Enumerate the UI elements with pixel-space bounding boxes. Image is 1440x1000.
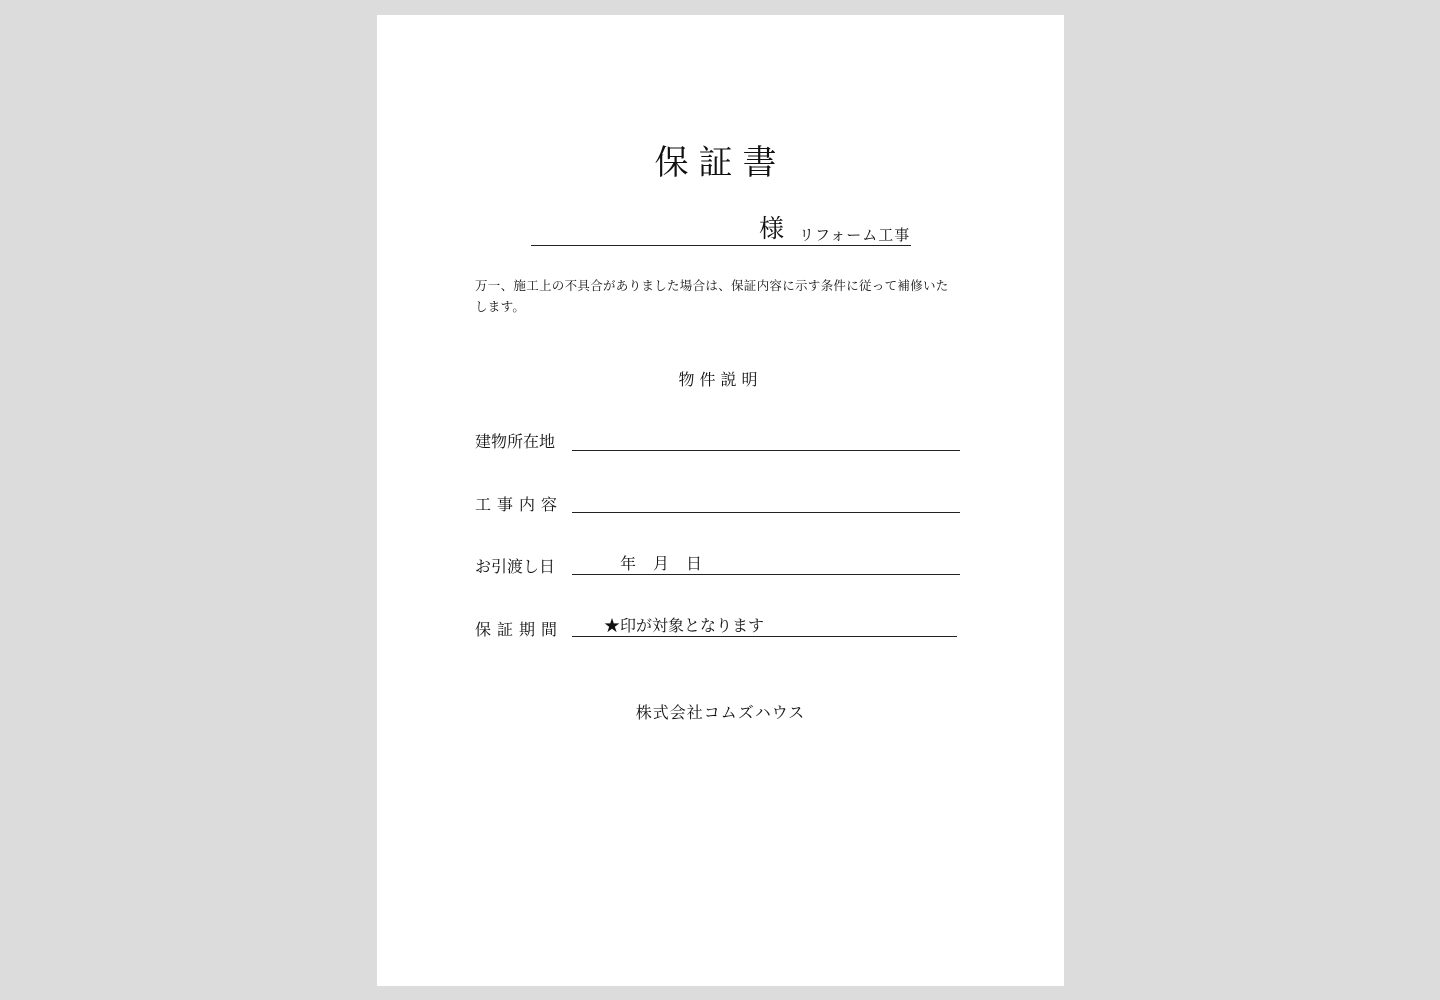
delivery-day-label: 日 [686,554,703,573]
warranty-period-note: ★印が対象となります [604,616,765,635]
building-address-label: 建物所在地 [475,432,556,451]
work-type-label: リフォーム工事 [799,226,911,244]
warranty-period-line [572,610,957,637]
honorific-sama: 様 [759,214,785,243]
document-title: 保証書 [654,143,787,183]
addressee-line [531,211,911,246]
delivery-year-label: 年 [620,554,637,573]
warranty-period-label: 保証期間 [475,620,564,639]
property-description-heading: 物件説明 [678,370,763,389]
building-address-line [572,424,960,451]
delivery-date-label: お引渡し日 [475,557,556,576]
work-content-label: 工事内容 [475,495,564,514]
warranty-notice: 万一、施工上の不具合がありました場合は、保証内容に示す条件に従って補修いたします。 [475,278,949,314]
company-name: 株式会社コムズハウス [635,703,806,722]
warranty-document-page [377,15,1064,986]
work-content-line [572,486,960,513]
delivery-date-line [572,548,960,575]
delivery-month-label: 月 [653,554,670,573]
